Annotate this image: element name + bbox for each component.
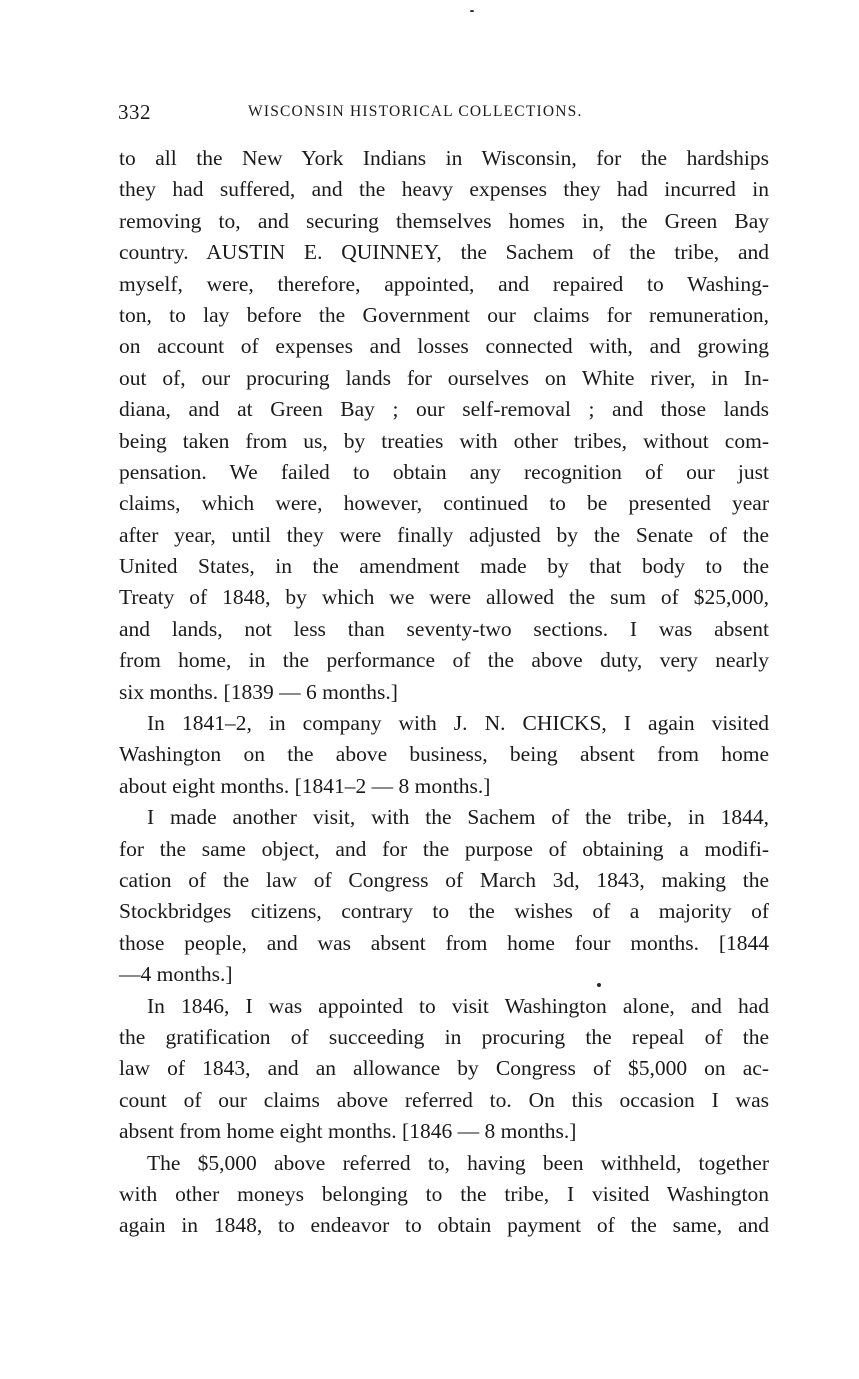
text-line: pensation. We failed to obtain any recognition of our just bbox=[119, 459, 769, 484]
paragraph-start-line: In 1841–2, in company with J. N. CHICKS, I again visited bbox=[147, 711, 769, 736]
text-line: law of 1843, and an allowance by Congress of $5,000 on ac- bbox=[119, 1056, 769, 1081]
text-line: after year, until they were finally adjusted by the Senate of the bbox=[119, 522, 769, 547]
scan-speck bbox=[597, 983, 601, 987]
text-line: on account of expenses and losses connected with, and growing bbox=[119, 334, 769, 359]
text-line: Stockbridges citizens, contrary to the wishes of a majority of bbox=[119, 899, 769, 924]
text-line: ton, to lay before the Government our claims for remuneration, bbox=[119, 302, 769, 327]
text-line: Washington on the above business, being absent from home bbox=[119, 742, 769, 767]
text-line: diana, and at Green Bay ; our self-removal ; and those lands bbox=[119, 397, 769, 422]
text-line: those people, and was absent from home four months. [1844 bbox=[119, 930, 769, 955]
text-line: country. AUSTIN E. QUINNEY, the Sachem of the tribe, and bbox=[119, 240, 769, 265]
text-line: again in 1848, to endeavor to obtain payment of the same, and bbox=[119, 1213, 769, 1238]
text-line: count of our claims above referred to. On this occasion I was bbox=[119, 1087, 769, 1112]
text-line: Treaty of 1848, by which we were allowed the sum of $25,000, bbox=[119, 585, 769, 610]
text-line: to all the New York Indians in Wisconsin, for the hardships bbox=[119, 146, 769, 170]
text-line: six months. [1839 — 6 months.] bbox=[119, 679, 398, 704]
text-line: for the same object, and for the purpose of obtaining a modifi- bbox=[119, 836, 769, 861]
text-line: United States, in the amendment made by that body to the bbox=[119, 554, 769, 579]
text-line: myself, were, therefore, appointed, and repaired to Washing- bbox=[119, 271, 769, 296]
text-line: they had suffered, and the heavy expenses they had incurred in bbox=[119, 177, 769, 202]
text-line: —4 months.] bbox=[119, 962, 233, 987]
text-line: claims, which were, however, continued to be presented year bbox=[119, 491, 769, 516]
text-line: the gratification of succeeding in procuring the repeal of the bbox=[119, 1024, 769, 1049]
text-line: removing to, and securing themselves homes in, the Green Bay bbox=[119, 208, 769, 233]
text-line: out of, our procuring lands for ourselves on White river, in In- bbox=[119, 365, 769, 390]
page-number: 332 bbox=[118, 100, 151, 124]
scan-speck bbox=[470, 10, 474, 12]
text-line: cation of the law of Congress of March 3d, 1843, making the bbox=[119, 867, 769, 892]
paragraph-start-line: The $5,000 above referred to, having been withheld, together bbox=[147, 1150, 769, 1175]
paragraph-start-line: I made another visit, with the Sachem of the tribe, in 1844, bbox=[147, 805, 769, 830]
body-text bbox=[119, 143, 769, 1242]
text-line: being taken from us, by treaties with other tribes, without com- bbox=[119, 428, 769, 453]
text-line: from home, in the performance of the above duty, very nearly bbox=[119, 648, 769, 673]
text-line: and lands, not less than seventy-two sections. I was absent bbox=[119, 616, 769, 641]
text-line: with other moneys belonging to the tribe, I visited Washington bbox=[119, 1181, 769, 1206]
running-title: WISCONSIN HISTORICAL COLLECTIONS. bbox=[248, 103, 583, 120]
text-line: about eight months. [1841–2 — 8 months.] bbox=[119, 773, 491, 798]
page-header bbox=[118, 100, 638, 130]
paragraph-start-line: In 1846, I was appointed to visit Washington alone, and had bbox=[147, 993, 769, 1018]
text-line: absent from home eight months. [1846 — 8 months.] bbox=[119, 1119, 577, 1144]
